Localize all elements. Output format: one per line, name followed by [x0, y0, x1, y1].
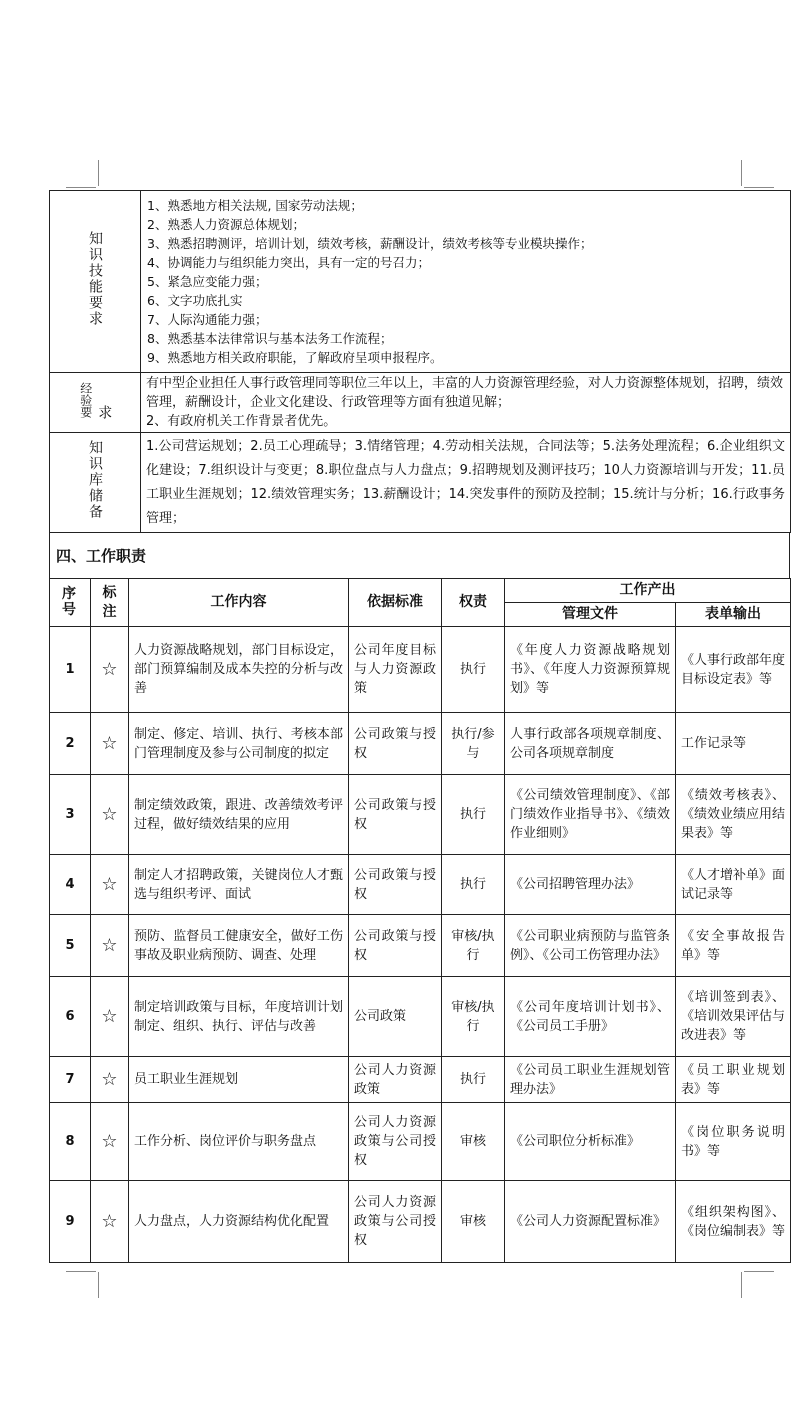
list-item: 8、熟悉基本法律常识与基本法务工作流程；	[147, 331, 393, 346]
row-mark-star: ☆	[91, 1103, 129, 1181]
row-content: 制定人才招聘政策，关键岗位人才甄选与组织考评、面试	[129, 855, 349, 915]
duties-table-body	[50, 627, 791, 1263]
row-forms: 《人才增补单》面试记录等	[676, 855, 791, 915]
row-mark-star: ☆	[91, 977, 129, 1057]
requirements-table	[49, 190, 791, 533]
header-authority: 权责	[442, 579, 505, 627]
row-seq: 7	[50, 1057, 91, 1103]
row-docs: 《公司职业病预防与监管条例》、《公司工伤管理办法》	[505, 915, 676, 977]
experience-row	[50, 373, 791, 433]
list-item: 7、人际沟通能力强；	[147, 312, 268, 327]
row-content: 预防、监督员工健康安全，做好工伤事故及职业病预防、调查、处理	[129, 915, 349, 977]
row-basis: 公司政策	[349, 977, 442, 1057]
row-seq: 4	[50, 855, 91, 915]
row-mark-star: ☆	[91, 627, 129, 713]
row-seq: 8	[50, 1103, 91, 1181]
crop-mark-top-right-h	[744, 187, 774, 188]
table-row	[50, 855, 791, 915]
row-docs: 《公司年度培训计划书》、《公司员工手册》	[505, 977, 676, 1057]
row-seq: 6	[50, 977, 91, 1057]
row-docs: 《公司人力资源配置标准》	[505, 1181, 676, 1263]
crop-mark-top-right	[741, 160, 742, 186]
section-title: 四、工作职责	[49, 533, 790, 578]
list-item: 3、熟悉招聘测评，培训计划，绩效考核，薪酬设计，绩效考核等专业模块操作；	[147, 236, 593, 251]
knowledge-base-label-cell	[50, 433, 141, 533]
row-docs: 《公司招聘管理办法》	[505, 855, 676, 915]
row-authority: 审核/执行	[442, 977, 505, 1057]
row-mark-star: ☆	[91, 1057, 129, 1103]
list-item: 1、熟悉地方相关法规, 国家劳动法规；	[147, 198, 363, 213]
row-content: 人力盘点，人力资源结构优化配置	[129, 1181, 349, 1263]
row-authority: 执行	[442, 627, 505, 713]
duties-table	[49, 578, 791, 1263]
row-authority: 审核/执行	[442, 915, 505, 977]
knowledge-skills-label-cell	[50, 191, 141, 373]
row-mark-star: ☆	[91, 915, 129, 977]
crop-mark-bottom-right	[741, 1272, 742, 1298]
row-seq: 2	[50, 713, 91, 775]
row-basis: 公司政策与授权	[349, 713, 442, 775]
row-content: 制定培训政策与目标，年度培训计划制定、组织、执行、评估与改善	[129, 977, 349, 1057]
crop-mark-top-left-h	[66, 187, 96, 188]
row-mark-star: ☆	[91, 1181, 129, 1263]
header-content: 工作内容	[129, 579, 349, 627]
row-forms: 《岗位职务说明书》等	[676, 1103, 791, 1181]
row-basis: 公司人力资源政策与公司授权	[349, 1181, 442, 1263]
table-row	[50, 915, 791, 977]
row-basis: 公司政策与授权	[349, 775, 442, 855]
row-forms: 《组织架构图》、《岗位编制表》等	[676, 1181, 791, 1263]
row-seq: 1	[50, 627, 91, 713]
row-forms: 《员工职业规划表》等	[676, 1057, 791, 1103]
row-docs: 人事行政部各项规章制度、公司各项规章制度	[505, 713, 676, 775]
crop-mark-bottom-left	[98, 1272, 99, 1298]
row-content: 员工职业生涯规划	[129, 1057, 349, 1103]
row-seq: 3	[50, 775, 91, 855]
experience-label: 经验要	[78, 381, 93, 418]
knowledge-skills-label: 知识技能要求	[87, 230, 103, 327]
table-header-row	[50, 579, 791, 603]
experience-text-1: 有中型企业担任人事行政管理同等职位三年以上，丰富的人力资源管理经验，对人力资源整体规划，招聘，绩效管理，薪酬设计，企业文化建设、行政管理等方面有独道见解；	[146, 376, 784, 410]
row-authority: 审核	[442, 1181, 505, 1263]
row-authority: 执行/参与	[442, 713, 505, 775]
knowledge-base-label: 知识库储备	[87, 439, 103, 520]
list-item: 4、协调能力与组织能力突出，具有一定的号召力；	[147, 255, 430, 270]
row-content: 制定、修定、培训、执行、考核本部门管理制度及参与公司制度的拟定	[129, 713, 349, 775]
experience-text	[141, 373, 791, 433]
knowledge-base-text: 1.公司营运规划；2.员工心理疏导；3.情绪管理；4.劳动相关法规，合同法等；5.法务处理流程；6.企业组织文化建设；7.组织设计与变更；8.职位盘点与人力盘点；9.招聘规划及测评技巧；10人力资源培训与开发；11.员工职业生涯规划；12.绩效管理实务；13.薪酬设计；14.突发事件的预防及控制；15.统计与分析；16.行政事务管理；	[141, 433, 791, 533]
crop-mark-bottom-right-h	[744, 1271, 774, 1272]
row-content: 制定绩效政策，跟进、改善绩效考评过程，做好绩效结果的应用	[129, 775, 349, 855]
experience-text-2: 2、有政府机关工作背景者优先。	[146, 414, 337, 429]
header-basis: 依据标准	[349, 579, 442, 627]
row-mark-star: ☆	[91, 855, 129, 915]
table-row	[50, 627, 791, 713]
row-seq: 5	[50, 915, 91, 977]
row-basis: 公司政策与授权	[349, 855, 442, 915]
row-seq: 9	[50, 1181, 91, 1263]
crop-mark-bottom-left-h	[66, 1271, 96, 1272]
experience-label-side: 求	[98, 405, 113, 421]
header-docs: 管理文件	[505, 603, 676, 627]
table-row	[50, 775, 791, 855]
list-item: 9、熟悉地方相关政府职能，了解政府呈项申报程序。	[147, 350, 443, 365]
crop-mark-top-left	[98, 160, 99, 186]
table-row	[50, 713, 791, 775]
row-docs: 《公司职位分析标准》	[505, 1103, 676, 1181]
table-row	[50, 1181, 791, 1263]
experience-label-cell	[50, 373, 141, 433]
row-authority: 执行	[442, 1057, 505, 1103]
row-forms: 《人事行政部年度目标设定表》等	[676, 627, 791, 713]
document-page	[49, 190, 790, 1263]
row-mark-star: ☆	[91, 775, 129, 855]
row-forms: 《安全事故报告单》等	[676, 915, 791, 977]
header-seq: 序号	[50, 579, 91, 627]
row-forms: 《培训签到表》、《培训效果评估与改进表》等	[676, 977, 791, 1057]
list-item: 6、文字功底扎实	[147, 293, 243, 308]
row-mark-star: ☆	[91, 713, 129, 775]
knowledge-base-row	[50, 433, 791, 533]
list-item: 2、熟悉人力资源总体规划；	[147, 217, 305, 232]
row-forms: 《绩效考核表》、《绩效业绩应用结果表》等	[676, 775, 791, 855]
table-row	[50, 977, 791, 1057]
row-basis: 公司人力资源政策	[349, 1057, 442, 1103]
list-item: 5、紧急应变能力强；	[147, 274, 268, 289]
row-authority: 审核	[442, 1103, 505, 1181]
row-authority: 执行	[442, 855, 505, 915]
row-docs: 《公司员工职业生涯规划管理办法》	[505, 1057, 676, 1103]
table-row	[50, 1103, 791, 1181]
row-forms: 工作记录等	[676, 713, 791, 775]
header-forms: 表单输出	[676, 603, 791, 627]
row-docs: 《年度人力资源战略规划书》、《年度人力资源预算规划》等	[505, 627, 676, 713]
row-basis: 公司人力资源政策与公司授权	[349, 1103, 442, 1181]
knowledge-skills-list	[141, 191, 791, 373]
table-row	[50, 1057, 791, 1103]
header-mark: 标注	[91, 579, 129, 627]
row-basis: 公司年度目标与人力资源政策	[349, 627, 442, 713]
header-output: 工作产出	[505, 579, 791, 603]
row-content: 人力资源战略规划，部门目标设定，部门预算编制及成本失控的分析与改善	[129, 627, 349, 713]
row-basis: 公司政策与授权	[349, 915, 442, 977]
row-content: 工作分析、岗位评价与职务盘点	[129, 1103, 349, 1181]
row-authority: 执行	[442, 775, 505, 855]
row-docs: 《公司绩效管理制度》、《部门绩效作业指导书》、《绩效作业细则》	[505, 775, 676, 855]
knowledge-skills-row	[50, 191, 791, 373]
